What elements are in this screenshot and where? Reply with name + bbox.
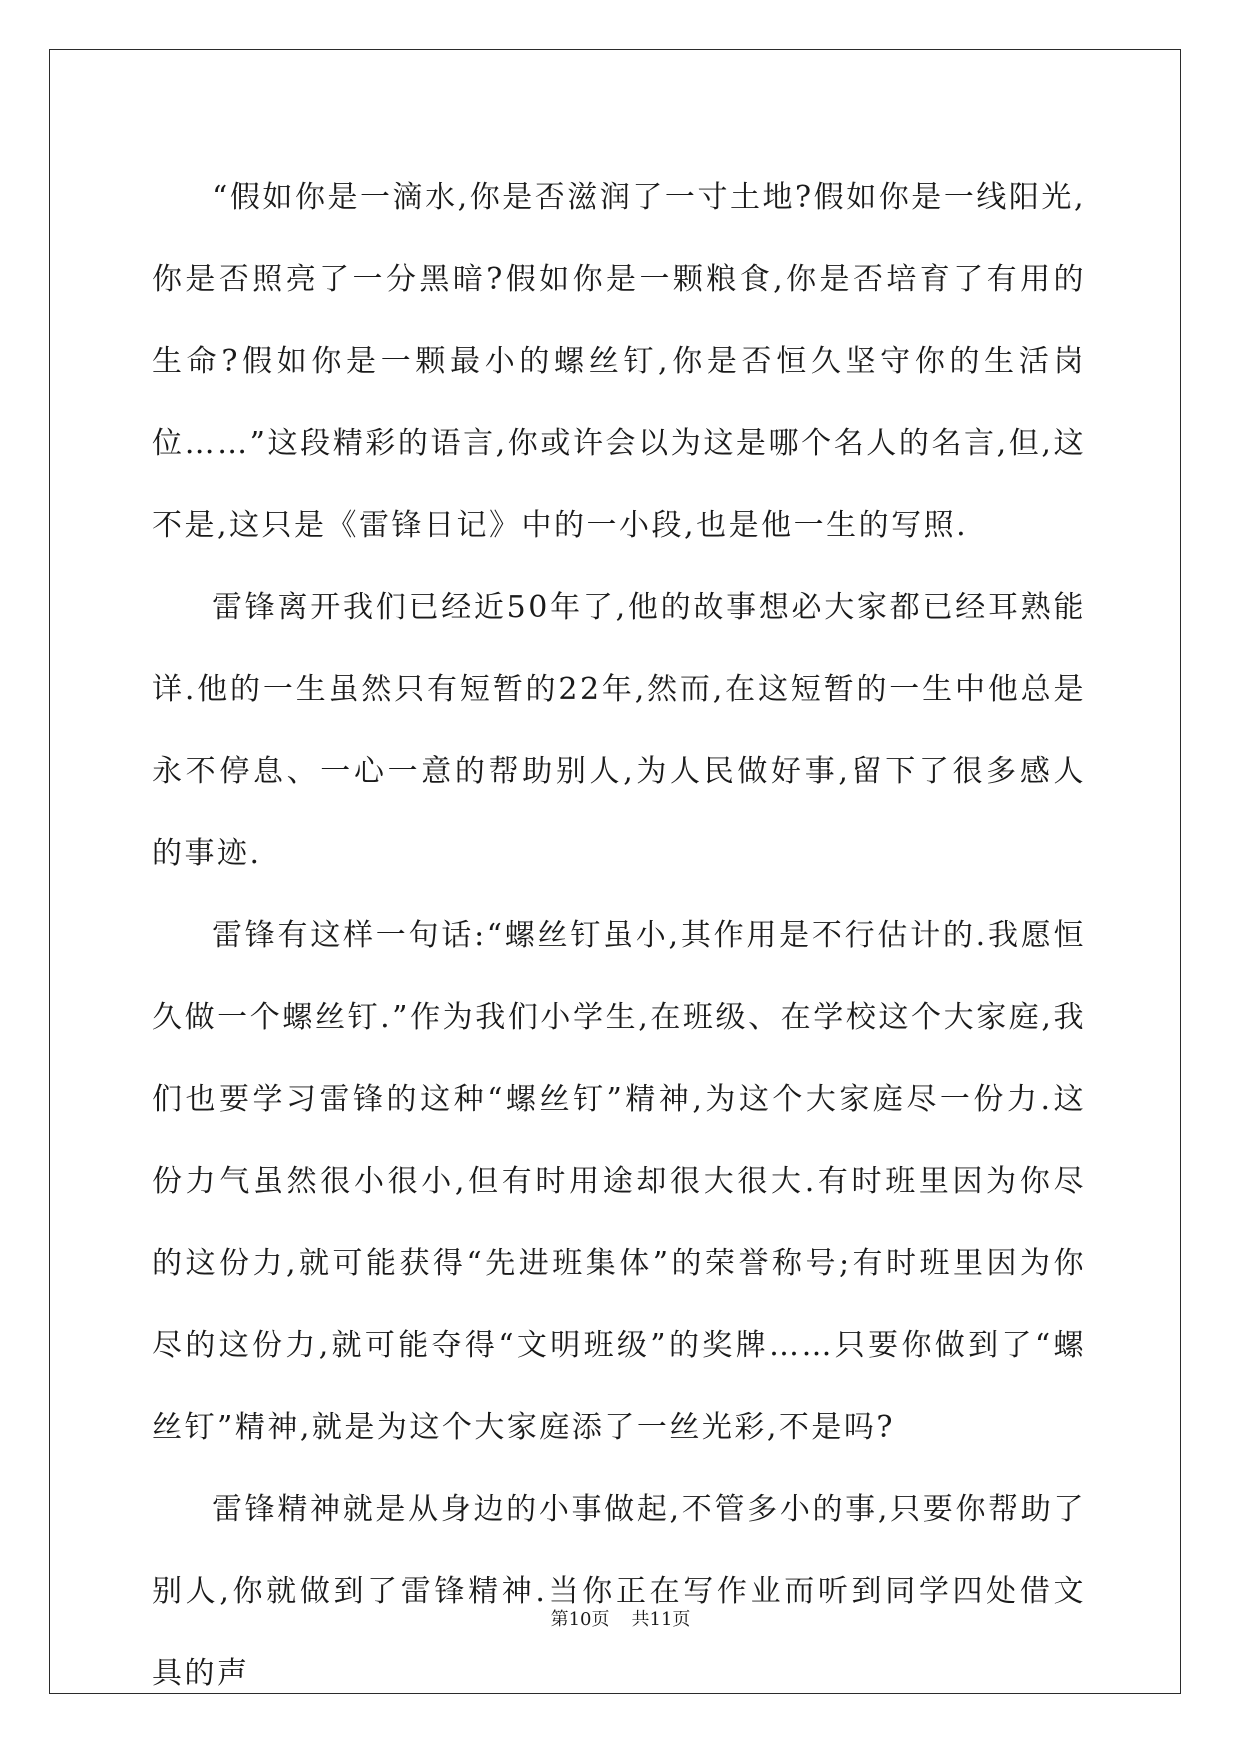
- current-page-label: 第10页: [550, 1609, 610, 1630]
- document-body: [152, 157, 1086, 1715]
- paragraph: 雷锋离开我们已经近50年了,他的故事想必大家都已经耳熟能详.他的一生虽然只有短暂的22年,然而,在这短暂的一生中他总是永不停息、一心一意的帮助别人,为人民做好事,留下了很多感人的事迹.: [152, 590, 1086, 871]
- paragraph: 雷锋精神就是从身边的小事做起,不管多小的事,只要你帮助了别人,你就做到了雷锋精神.当你正在写作业而听到同学四处借文具的声: [152, 1492, 1086, 1691]
- page-footer: [0, 1608, 1241, 1632]
- paragraph: 雷锋有这样一句话:“螺丝钉虽小,其作用是不行估计的.我愿恒久做一个螺丝钉.”作为我们小学生,在班级、在学校这个大家庭,我们也要学习雷锋的这种“螺丝钉”精神,为这个大家庭尽一份力.这份力气虽然很小很小,但有时用途却很大很大.有时班里因为你尽的这份力,就可能获得“先进班集体”的荣誉称号;有时班里因为你尽的这份力,就可能夺得“文明班级”的奖牌……只要你做到了“螺丝钉”精神,就是为这个大家庭添了一丝光彩,不是吗?: [152, 918, 1086, 1445]
- total-pages-label: 共11页: [631, 1609, 691, 1630]
- paragraph: “假如你是一滴水,你是否滋润了一寸土地?假如你是一线阳光,你是否照亮了一分黑暗?假如你是一颗粮食,你是否培育了有用的生命?假如你是一颗最小的螺丝钉,你是否恒久坚守你的生活岗位……”这段精彩的语言,你或许会以为这是哪个名人的名言,但,这不是,这只是《雷锋日记》中的一小段,也是他一生的写照.: [152, 180, 1086, 543]
